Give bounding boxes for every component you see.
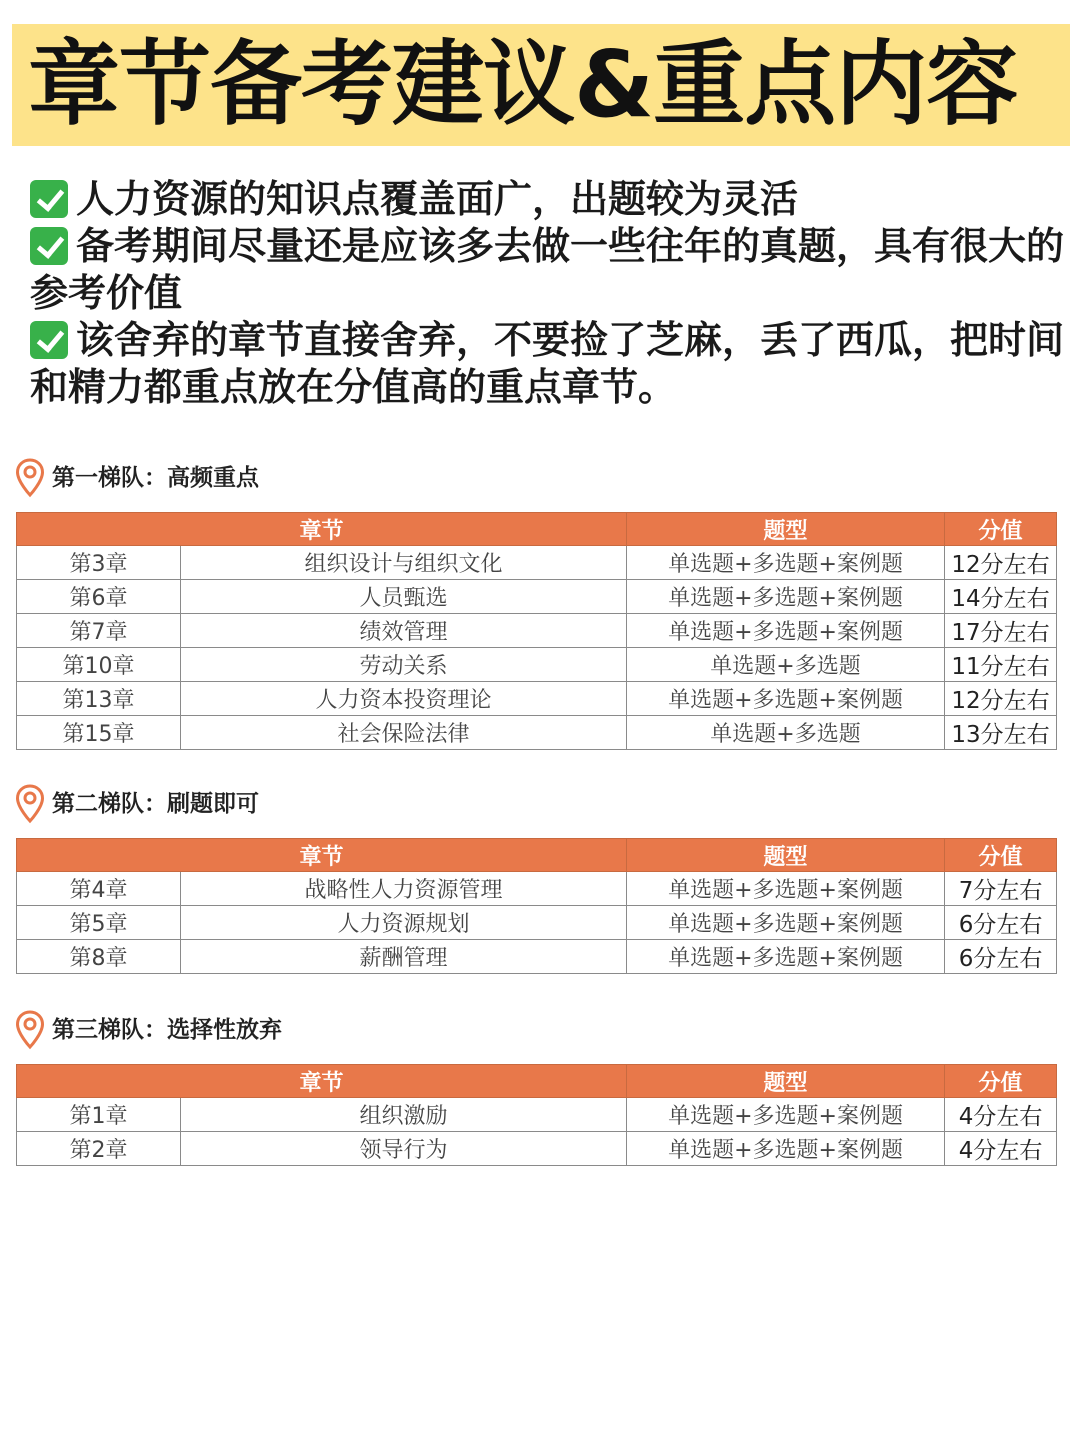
score-value: 12分左右: [945, 546, 1057, 580]
tier-header: [14, 458, 1058, 502]
location-pin-icon: [14, 458, 46, 498]
chapter-name: 组织设计与组织文化: [181, 546, 627, 580]
tips-list: [30, 176, 1070, 411]
chapter-number: 第1章: [17, 1098, 181, 1132]
column-header-chapter: 章节: [17, 839, 627, 872]
chapter-number: 第13章: [17, 682, 181, 716]
score-value: 4分左右: [945, 1098, 1057, 1132]
chapter-table: [16, 1064, 1057, 1166]
question-type: 单选题+多选题+案例题: [627, 682, 945, 716]
question-type: 单选题+多选题+案例题: [627, 906, 945, 940]
table-row: [17, 648, 1057, 682]
table-row: [17, 546, 1057, 580]
chapter-number: 第10章: [17, 648, 181, 682]
check-box-icon: [30, 180, 68, 218]
question-type: 单选题+多选题+案例题: [627, 1098, 945, 1132]
score-value: 6分左右: [945, 940, 1057, 974]
chapter-name: 领导行为: [181, 1132, 627, 1166]
table-header-row: [17, 513, 1057, 546]
tip-item: [30, 176, 1070, 223]
check-box-icon: [30, 227, 68, 265]
column-header-chapter: 章节: [17, 513, 627, 546]
location-pin-icon: [14, 1010, 46, 1050]
chapter-name: 战略性人力资源管理: [181, 872, 627, 906]
tip-text: 该舍弃的章节直接舍弃，不要捡了芝麻，丢了西瓜，把时间和精力都重点放在分值高的重点章节。: [30, 318, 1065, 409]
chapter-number: 第6章: [17, 580, 181, 614]
chapter-name: 薪酬管理: [181, 940, 627, 974]
score-value: 12分左右: [945, 682, 1057, 716]
table-header-row: [17, 839, 1057, 872]
location-pin-icon: [14, 784, 46, 824]
chapter-number: 第4章: [17, 872, 181, 906]
table-row: [17, 580, 1057, 614]
tier-header: [14, 1010, 1058, 1054]
table-row: [17, 682, 1057, 716]
score-value: 6分左右: [945, 906, 1057, 940]
tier-title: 第一梯队：高频重点: [52, 465, 259, 491]
tier-section: [14, 784, 1058, 974]
question-type: 单选题+多选题: [627, 716, 945, 750]
column-header-score: 分值: [945, 513, 1057, 546]
tier-header: [14, 784, 1058, 828]
score-value: 4分左右: [945, 1132, 1057, 1166]
column-header-type: 题型: [627, 1065, 945, 1098]
chapter-name: 人力资源规划: [181, 906, 627, 940]
chapter-table: [16, 512, 1057, 750]
question-type: 单选题+多选题+案例题: [627, 580, 945, 614]
tip-text: 备考期间尽量还是应该多去做一些往年的真题，具有很大的参考价值: [30, 224, 1065, 315]
table-row: [17, 872, 1057, 906]
tier-title: 第二梯队：刷题即可: [52, 791, 259, 817]
tier-title: 第三梯队：选择性放弃: [52, 1017, 282, 1043]
table-row: [17, 1098, 1057, 1132]
question-type: 单选题+多选题+案例题: [627, 1132, 945, 1166]
chapter-name: 人员甄选: [181, 580, 627, 614]
tip-text: 人力资源的知识点覆盖面广，出题较为灵活: [76, 177, 799, 221]
chapter-number: 第2章: [17, 1132, 181, 1166]
table-row: [17, 1132, 1057, 1166]
chapter-number: 第3章: [17, 546, 181, 580]
tier-section: [14, 458, 1058, 750]
chapter-number: 第15章: [17, 716, 181, 750]
table-row: [17, 906, 1057, 940]
table-row: [17, 614, 1057, 648]
question-type: 单选题+多选题+案例题: [627, 546, 945, 580]
page-title: 章节备考建议&重点内容: [28, 31, 1018, 138]
table-header-row: [17, 1065, 1057, 1098]
table-row: [17, 716, 1057, 750]
column-header-chapter: 章节: [17, 1065, 627, 1098]
column-header-score: 分值: [945, 1065, 1057, 1098]
column-header-type: 题型: [627, 839, 945, 872]
question-type: 单选题+多选题+案例题: [627, 872, 945, 906]
chapter-number: 第8章: [17, 940, 181, 974]
tip-item: [30, 317, 1070, 411]
chapter-name: 组织激励: [181, 1098, 627, 1132]
chapter-number: 第5章: [17, 906, 181, 940]
chapter-name: 社会保险法律: [181, 716, 627, 750]
table-row: [17, 940, 1057, 974]
chapter-name: 绩效管理: [181, 614, 627, 648]
question-type: 单选题+多选题+案例题: [627, 614, 945, 648]
score-value: 7分左右: [945, 872, 1057, 906]
chapter-number: 第7章: [17, 614, 181, 648]
chapter-name: 劳动关系: [181, 648, 627, 682]
score-value: 14分左右: [945, 580, 1057, 614]
score-value: 17分左右: [945, 614, 1057, 648]
column-header-type: 题型: [627, 513, 945, 546]
question-type: 单选题+多选题: [627, 648, 945, 682]
column-header-score: 分值: [945, 839, 1057, 872]
tier-section: [14, 1010, 1058, 1166]
score-value: 13分左右: [945, 716, 1057, 750]
tip-item: [30, 223, 1070, 317]
question-type: 单选题+多选题+案例题: [627, 940, 945, 974]
chapter-name: 人力资本投资理论: [181, 682, 627, 716]
check-box-icon: [30, 321, 68, 359]
score-value: 11分左右: [945, 648, 1057, 682]
chapter-table: [16, 838, 1057, 974]
